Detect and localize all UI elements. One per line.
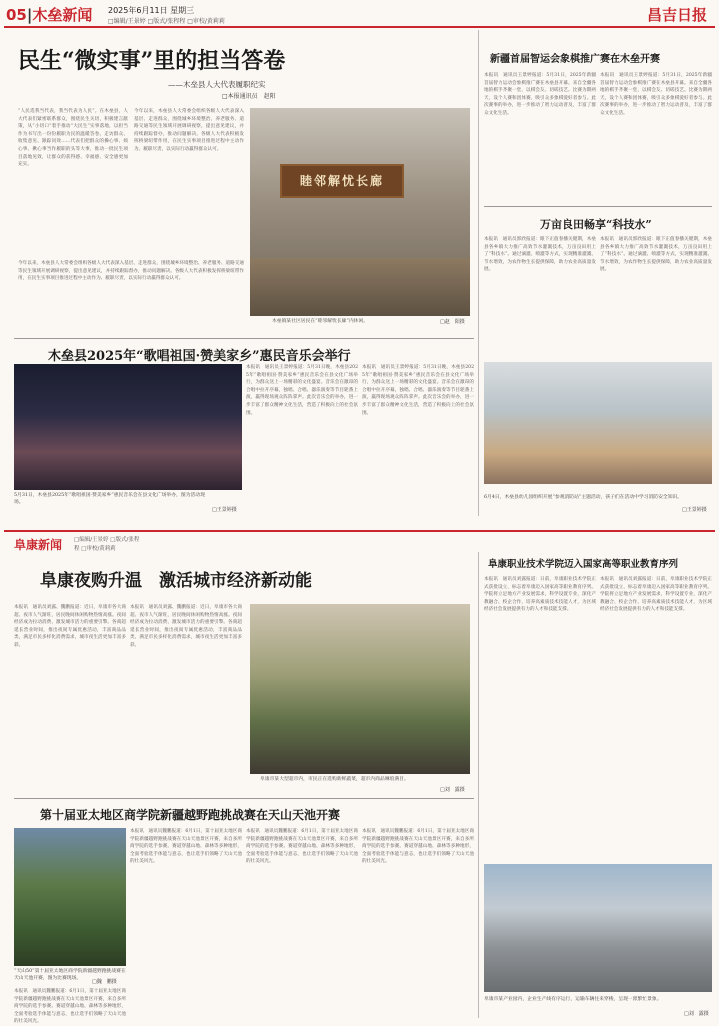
yatai-col-1: 本报讯 通讯员魏鹏报道：6月1日，第十届亚太地区商学院新疆越野跑挑战赛在天山天池景区开赛，来自多所商学院的选手参赛。赛道穿越山地、森林等多种地形，全面考验选手体能与意志，也让选手们领略了天山天池的壮美风光。 — [130, 829, 242, 865]
yatai-divider — [14, 798, 474, 799]
main-story-subtitle: ——木垒县人大代表履职纪实 — [168, 80, 266, 89]
main-story-col-1: “人民选我当代表，我当代表为人民”。在木垒县，人大代表们紧密联系群众，围绕民生关切，积极建言献策，从“小切口”着手推动“大民生”实事落地，以担当作为书写出一份份履职为民的温暖答卷。走访群众、收集意见、跟踪问效……代表们把群众的操心事、烦心事、揪心事当作履职的头等大事，推动一批民生项目落地见效，让群众的获得感、幸福感、安全感更加充实。 — [18, 109, 128, 168]
concert-col-2: 本报讯 通讯员王景婷报道：5月31日晚，木垒县2025年“歌唱祖国·赞美家乡”惠民音乐会在县文化广场举行，为群众送上一场精彩的文化盛宴。音乐会在激昂的合唱中拉开序幕，独唱、合唱、器乐演奏等节目轮番上演，赢得现场观众阵阵掌声。此次音乐会的举办，进一步丰富了群众精神文化生活，营造了积极向上的社会氛围。 — [362, 365, 474, 416]
yatai-title: 第十届亚太地区商学院新疆越野跑挑战赛在天山天池开赛 — [40, 808, 341, 822]
chess-col-1: 本报讯 通讯员王景婷报道：5月31日，2025年新疆首届智力运动会象棋推广赛在木垒县开幕。来自全疆各地的棋手齐聚一堂，以棋会友、切磋技艺。比赛为期两天，设个人赛和团体赛，吸引众多象棋爱好者参与。此次赛事的举办，进一步推动了智力运动普及，丰富了群众文化生活。 — [484, 73, 596, 116]
vocational-col-1: 本报讯 通讯员刘露报道：日前，阜康职业技术学院正式获批设立，标志着阜康迈入国家高等职业教育序列。学院将立足地方产业发展需求，科学设置专业，深化产教融合、校企合作，培养高素质技术技能人才，为区域经济社会发展提供有力的人才和技能支撑。 — [484, 577, 596, 613]
right-divider-1 — [484, 206, 712, 207]
fukang-rule — [4, 530, 715, 532]
photo-people — [250, 258, 470, 316]
section-name: 木垒新闻 — [32, 6, 93, 24]
main-story-col-2: 今年以来，木垒县人大常委会组织各级人大代表深入基层、走进群众，围绕城乡环境整治、养老服务、道路交通等民生领域开展调研视察，提出意见建议，并持续跟踪督办，推动问题解决。各级人大代表积极发挥桥梁纽带作用，在民生实事项目推进过程中主动作为、履职尽责，以实际行动赢得群众认可。 — [134, 109, 244, 152]
editor-credits: □编辑/王景婷 □版式/张程程 □审校/黄莉莉 — [108, 18, 225, 25]
yatai-col-2: 本报讯 通讯员魏鹏报道：6月1日，第十届亚太地区商学院新疆越野跑挑战赛在天山天池景区开赛，来自多所商学院的选手参赛。赛道穿越山地、森林等多种地形，全面考验选手体能与意志，也让选手们领略了天山天池的壮美风光。 — [246, 829, 358, 865]
main-story-title: 民生“微实事”里的担当答卷 — [18, 48, 286, 74]
concert-title: 木垒县2025年“歌唱祖国·赞美家乡”惠民音乐会举行 — [48, 349, 351, 364]
yatai-col-3: 本报讯 通讯员魏鹏报道：6月1日，第十届亚太地区商学院新疆越野跑挑战赛在天山天池景区开赛，来自多所商学院的选手参赛。赛道穿越山地、森林等多种地形，全面考验选手体能与意志，也让选手们领略了天山天池的壮美风光。 — [362, 829, 474, 865]
fukang-column-divider — [478, 552, 479, 1018]
issue-date: 2025年6月11日 星期三 — [108, 6, 195, 15]
supermarket-photo-credit: □刘 露摄 — [440, 787, 465, 793]
concert-photo — [14, 364, 242, 490]
fukang-editors: □编辑/王景婷 □版式/张程程 □审校/黄莉莉 — [74, 537, 140, 552]
concert-col-1: 本报讯 通讯员王景婷报道：5月31日晚，木垒县2025年“歌唱祖国·赞美家乡”惠民音乐会在县文化广场举行，为群众送上一场精彩的文化盛宴。音乐会在激昂的合唱中拉开序幕，独唱、合唱、器乐演奏等节目轮番上演，赢得现场观众阵阵掌声。此次音乐会的举办，进一步丰富了群众精神文化生活，营造了积极向上的社会氛围。 — [246, 365, 358, 416]
fukang-col-2: 本报讯 通讯员刘露、魏鹏报道：近日，阜康市各大商超、夜市人气渐旺，居民晚间休闲购物热情高涨。夜间经济成为拉动消费、激发城市活力的重要引擎。各商超延长营业时间，推出夜间专属优惠活动，丰富商品品类，满足市民多样化消费需求，城市夜生活更加丰富多彩。 — [130, 605, 242, 648]
kindergarten-photo — [484, 362, 712, 484]
kindergarten-photo-caption: 6月4日，木垒县幼儿园组织开展“参观消防站”主题活动，孩子们在活动中学习消防安全知识。 — [484, 495, 683, 500]
industrial-park-photo-caption: 阜康市某产业园内，企业生产线有序运行，运输车辆往来穿梭，呈现一派繁忙景象。 — [484, 997, 662, 1002]
industrial-park-photo-credit: □刘 露摄 — [684, 1011, 709, 1017]
fukang-title: 阜康夜购升温 激活城市经济新动能 — [40, 571, 312, 591]
supermarket-photo — [250, 604, 470, 774]
corridor-sign-text: 睦邻解忧长廊 — [299, 174, 384, 188]
irrigation-col-2: 本报讯 通讯员郭欣报道：眼下正值春播关键期，木垒县各乡镇大力推广高效节水灌溉技术，万亩良田用上了“科技水”。通过滴灌、喷灌等方式，实现精准灌溉、节水增效，为农作物生长提供保障，助力农业高质量发展。 — [600, 237, 712, 273]
industrial-park-photo — [484, 864, 712, 992]
trail-run-photo-credit: □魏 鹏摄 — [92, 979, 117, 985]
trail-run-photo-caption: “天山50”第十届亚太地区商学院新疆越野跑挑战赛在天山天池开赛，图为比赛现场。 — [14, 969, 126, 981]
fukang-section-name: 阜康新闻 — [14, 538, 63, 552]
yatai-col-lead: 本报讯 通讯员魏鹏报道：6月1日，第十届亚太地区商学院新疆越野跑挑战赛在天山天池景区开赛，来自多所商学院的选手参赛。赛道穿越山地、森林等多种地形，全面考验选手体能与意志，也让选手们领略了天山天池的壮美风光。 — [14, 989, 126, 1025]
page-number: 05 — [6, 6, 27, 24]
vocational-title: 阜康职业技术学院迈入国家高等职业教育序列 — [488, 559, 679, 570]
chess-title: 新疆首届智运会象棋推广赛在木垒开赛 — [490, 54, 660, 65]
concert-divider — [14, 338, 474, 339]
trail-run-photo — [14, 828, 126, 966]
header-rule — [4, 26, 715, 28]
corridor-sign — [280, 164, 404, 198]
main-story-col-3: 今年以来，木垒县人大常委会组织各级人大代表深入基层、走进群众，围绕城乡环境整治、养老服务、道路交通等民生领域开展调研视察，提出意见建议，并持续跟踪督办，推动问题解决。各级人大代表积极发挥桥梁纽带作用，在民生实事项目推进过程中主动作为、履职尽责，以实际行动赢得群众认可。 — [18, 261, 244, 282]
main-photo-caption: 木垒镇某社区居民在“睦邻解忧长廊”内休闲。 — [272, 319, 369, 324]
irrigation-col-1: 本报讯 通讯员郭欣报道：眼下正值春播关键期，木垒县各乡镇大力推广高效节水灌溉技术，万亩良田用上了“科技水”。通过滴灌、喷灌等方式，实现精准灌溉、节水增效，为农作物生长提供保障，助力农业高质量发展。 — [484, 237, 596, 273]
main-photo-credit: □赵 阳摄 — [440, 319, 465, 325]
concert-photo-caption: 5月31日，木垒县2025年“歌唱祖国·赞美家乡”惠民音乐会在县文化广场举办，图为活动现场。 — [14, 493, 205, 505]
main-story-author: □本报通讯员 赵阳 — [222, 93, 276, 100]
fukang-col-1: 本报讯 通讯员刘露、魏鹏报道：近日，阜康市各大商超、夜市人气渐旺，居民晚间休闲购物热情高涨。夜间经济成为拉动消费、激发城市活力的重要引擎。各商超延长营业时间，推出夜间专属优惠活动，丰富商品品类，满足市民多样化消费需求，城市夜生活更加丰富多彩。 — [14, 605, 126, 648]
kindergarten-photo-credit: □王景婷摄 — [682, 507, 707, 513]
chess-col-2: 本报讯 通讯员王景婷报道：5月31日，2025年新疆首届智力运动会象棋推广赛在木垒县开幕。来自全疆各地的棋手齐聚一堂，以棋会友、切磋技艺。比赛为期两天，设个人赛和团体赛，吸引众多象棋爱好者参与。此次赛事的举办，进一步推动了智力运动普及，丰富了群众文化生活。 — [600, 73, 712, 116]
irrigation-title: 万亩良田畅享“科技水” — [540, 218, 652, 231]
main-story-photo — [250, 108, 470, 316]
vocational-col-2: 本报讯 通讯员刘露报道：日前，阜康职业技术学院正式获批设立，标志着阜康迈入国家高等职业教育序列。学院将立足地方产业发展需求，科学设置专业，深化产教融合、校企合作，培养高素质技术技能人才，为区域经济社会发展提供有力的人才和技能支撑。 — [600, 577, 712, 613]
column-divider — [478, 30, 479, 516]
page-number-section: 05|木垒新闻 — [6, 6, 93, 24]
concert-photo-credit: □王景婷摄 — [212, 507, 237, 513]
newspaper-logo: 昌吉日报 — [646, 6, 707, 24]
supermarket-photo-caption: 阜康市某大型超市内，市民正在选购新鲜蔬菜，超市内商品琳琅满目。 — [260, 777, 409, 782]
